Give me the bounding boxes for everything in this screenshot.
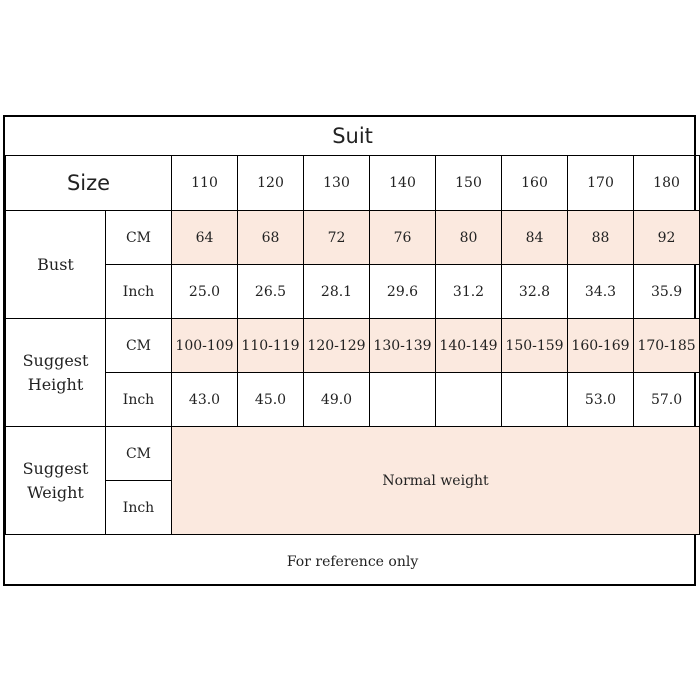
- height-cm-cell: 110-119: [238, 319, 304, 373]
- height-inch-cell: [436, 373, 502, 427]
- footer-text: For reference only: [286, 554, 419, 570]
- size-cell: 110: [172, 156, 238, 211]
- height-inch-cell: 53.0: [568, 373, 634, 427]
- bust-inch-cell: 31.2: [436, 265, 502, 319]
- size-cell: 160: [502, 156, 568, 211]
- size-cell: 170: [568, 156, 634, 211]
- size-cell: 140: [370, 156, 436, 211]
- height-inch-row: [6, 373, 700, 427]
- height-cm-cell: 160-169: [568, 319, 634, 373]
- size-header-label: Size: [66, 171, 111, 195]
- bust-cm-cell: 72: [304, 211, 370, 265]
- size-cell: 130: [304, 156, 370, 211]
- unit-label-inch: Inch: [106, 373, 172, 427]
- height-inch-cell: [370, 373, 436, 427]
- bust-cm-cell: 88: [568, 211, 634, 265]
- height-cm-cell: 170-185: [634, 319, 700, 373]
- height-cm-cell: 140-149: [436, 319, 502, 373]
- footer-note: [6, 535, 700, 590]
- height-label-line2: Height: [27, 374, 84, 394]
- table-title: [6, 117, 700, 156]
- height-label-line1: Suggest: [22, 350, 89, 370]
- bust-label-text: Bust: [37, 254, 74, 274]
- height-inch-cell: 49.0: [304, 373, 370, 427]
- bust-cm-cell: 64: [172, 211, 238, 265]
- height-inch-cell: [502, 373, 568, 427]
- bust-inch-cell: 29.6: [370, 265, 436, 319]
- size-header: [6, 156, 172, 211]
- bust-cm-cell: 80: [436, 211, 502, 265]
- height-inch-cell: 43.0: [172, 373, 238, 427]
- title-text: Suit: [332, 124, 373, 148]
- unit-label-inch: Inch: [106, 265, 172, 319]
- bust-cm-cell: 68: [238, 211, 304, 265]
- bust-inch-cell: 34.3: [568, 265, 634, 319]
- height-inch-cell: 57.0: [634, 373, 700, 427]
- height-cm-cell: 120-129: [304, 319, 370, 373]
- size-chart: [3, 115, 696, 586]
- weight-value-cell: Normal weight: [172, 427, 700, 535]
- bust-inch-cell: 28.1: [304, 265, 370, 319]
- height-cm-cell: 100-109: [172, 319, 238, 373]
- weight-label-line1: Suggest: [22, 458, 89, 478]
- height-inch-cell: 45.0: [238, 373, 304, 427]
- bust-cm-cell: 76: [370, 211, 436, 265]
- height-cm-row: [6, 319, 700, 373]
- size-row: [6, 156, 700, 211]
- unit-label-cm: CM: [106, 319, 172, 373]
- bust-inch-cell: 35.9: [634, 265, 700, 319]
- size-cell: 120: [238, 156, 304, 211]
- weight-label-line2: Weight: [27, 482, 84, 502]
- weight-cm-row: [6, 427, 700, 481]
- bust-inch-cell: 26.5: [238, 265, 304, 319]
- unit-label-inch: Inch: [106, 481, 172, 535]
- size-cell: 180: [634, 156, 700, 211]
- height-cm-cell: 130-139: [370, 319, 436, 373]
- bust-cm-cell: 84: [502, 211, 568, 265]
- weight-label: [6, 427, 106, 535]
- height-cm-cell: 150-159: [502, 319, 568, 373]
- bust-cm-row: [6, 211, 700, 265]
- size-cell: 150: [436, 156, 502, 211]
- height-label: [6, 319, 106, 427]
- bust-inch-cell: 32.8: [502, 265, 568, 319]
- unit-label-cm: CM: [106, 211, 172, 265]
- size-table: [5, 117, 700, 589]
- bust-label: [6, 211, 106, 319]
- unit-label-cm: CM: [106, 427, 172, 481]
- bust-cm-cell: 92: [634, 211, 700, 265]
- bust-inch-row: [6, 265, 700, 319]
- bust-inch-cell: 25.0: [172, 265, 238, 319]
